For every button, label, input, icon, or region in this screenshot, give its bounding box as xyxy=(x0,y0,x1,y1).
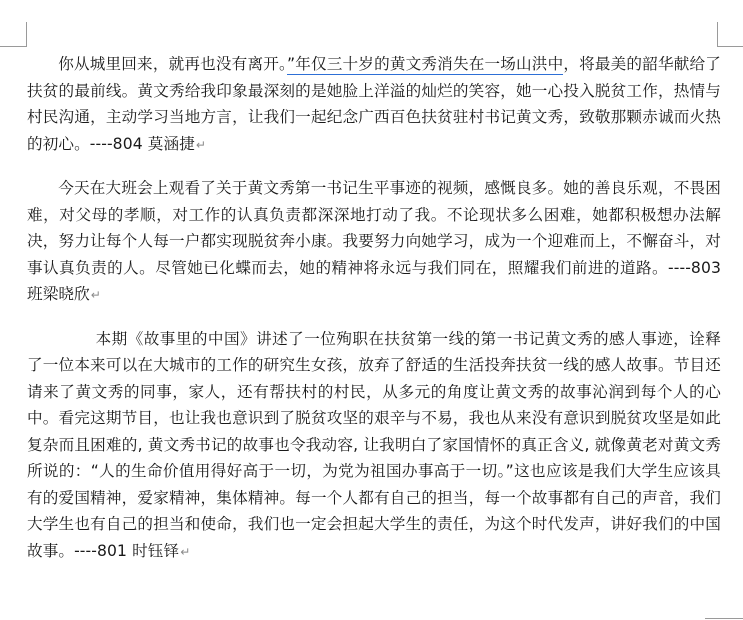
paragraph-mark-icon: ↵ xyxy=(195,137,207,152)
corner-mark-top-left-vertical xyxy=(26,22,27,47)
document-body[interactable] xyxy=(27,51,721,565)
corner-mark-bottom-right xyxy=(705,618,743,619)
corner-mark-top-right-vertical xyxy=(717,22,718,47)
paragraph-mark-icon: ↵ xyxy=(180,544,191,559)
paragraph-1-before: 你从城里回来，就再也没有离开。 xyxy=(58,55,287,73)
paragraph-mark-icon: ↵ xyxy=(90,288,101,302)
paragraph-3-text: 本期《故事里的中国》讲述了一位殉职在扶贫第一线的第一书记黄文秀的感人事迹，诠释了一位本来可以在大城市的工作的研究生女孩，放弃了舒适的生活投奔扶贫一线的感人故事。节目还请来了黄文秀的同事，家人，还有帮扶村的村民，从多元的角度让黄文秀的故事沁润到每个人的心中。看完这期节目，也让我也意识到了脱贫攻坚的艰辛与不易，我也从来没有意识到脱贫攻坚是如此复杂而且困难的, 黄文秀书记的故事也令我动容, 让我明白了家国情怀的真正含义, 就像黄老对黄文秀所说的：“人的生命价值用得好高于一切，为党为祖国办事高于一切。”这也应该是我们大学生应该具有的爱国精神，爱家精神，集体精神。每一个人都有自己的担当，每一个故事都有自己的声音，我们大学生也有自己的担当和使命，我们也一定会担起大学生的责任，为这个时代发声，讲好我们的中国故事。----801 时钰铎 xyxy=(27,329,721,560)
corner-mark-top-right-horizontal xyxy=(717,46,743,47)
corner-mark-top-left-horizontal xyxy=(0,46,27,47)
paragraph-2[interactable] xyxy=(27,175,721,309)
paragraph-3[interactable] xyxy=(27,326,721,566)
highlighted-phrase[interactable]: ”年仅三十岁的黄文秀消失在一场山洪中 xyxy=(286,55,564,73)
paragraph-2-text: 今天在大班会上观看了关于黄文秀第一书记生平事迹的视频，感慨良多。她的善良乐观，不畏困难，对父母的孝顺，对工作的认真负责都深深地打动了我。不论现状多么困难，她都积极想办法解决，努力让每个人每一户都实现脱贫奔小康。我要努力向她学习，成为一个迎难而上，不懈奋斗，对事认真负责的人。尽管她已化蝶而去，她的精神将永远与我们同在，照耀我们前进的道路。----803 班梁晓欣 xyxy=(27,179,721,303)
paragraph-1-after: ，将最美的韶华献给了扶贫的最前线。黄文秀给我印象最深刻的是她脸上洋溢的灿烂的笑容，她一心投入脱贫工作，热情与村民沟通，主动学习当地方言，让我们一起纪念广西百色扶贫驻村书记黄文秀，致敬那颗赤诚而火热的初心。----804 莫涵捷 xyxy=(27,55,721,153)
paragraph-1[interactable] xyxy=(27,51,721,158)
